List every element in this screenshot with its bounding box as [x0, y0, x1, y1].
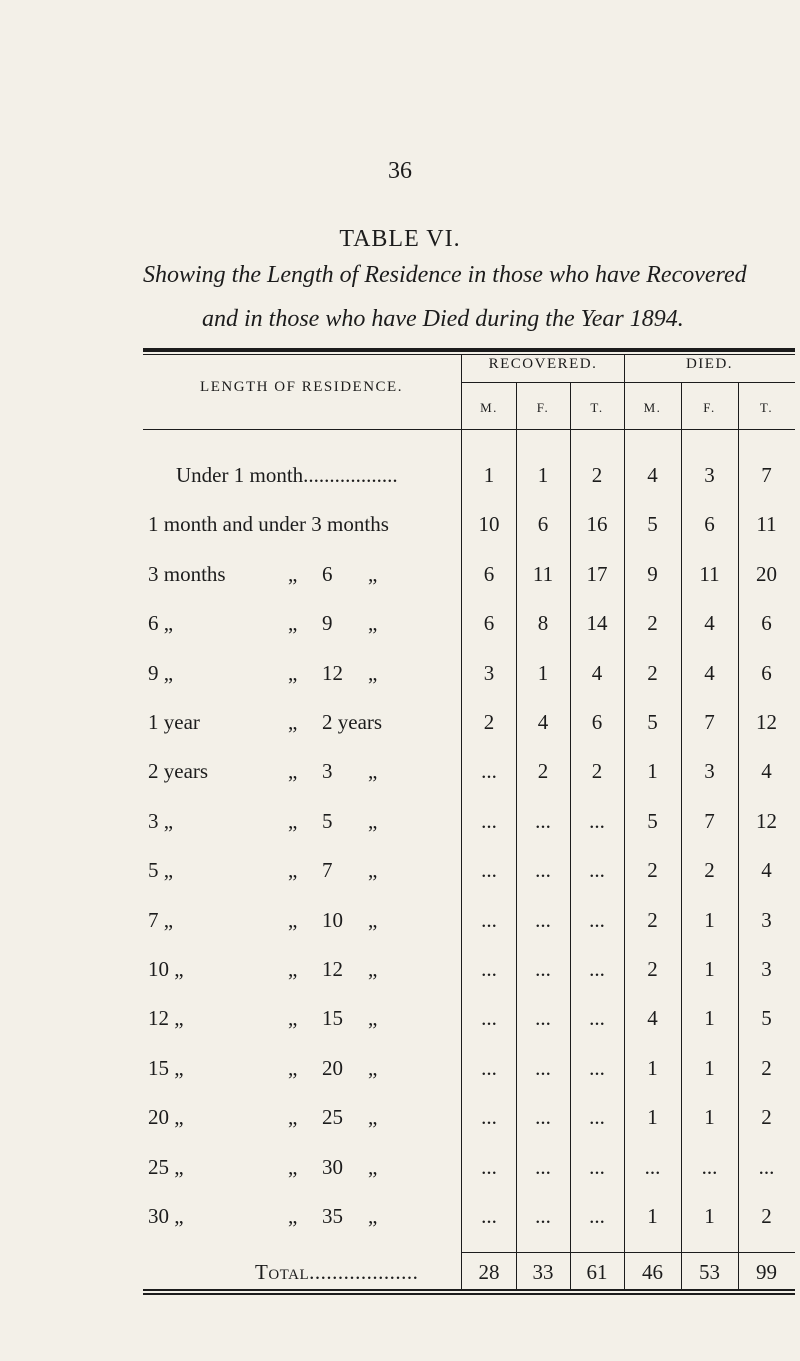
- table-cell: 3: [761, 957, 772, 981]
- table-cell: 2: [704, 858, 715, 883]
- table-cell: ...: [589, 1105, 605, 1130]
- table-cell: 14: [586, 611, 608, 636]
- residence-to: 15: [322, 1006, 343, 1031]
- table-cell: ...: [481, 1105, 497, 1130]
- residence-from: 10 „: [148, 957, 184, 981]
- table-row: [0, 908, 800, 946]
- ditto-mark: „: [288, 561, 298, 586]
- residence-from: 5 „: [148, 858, 174, 883]
- table-cell: 4: [704, 660, 715, 685]
- residence-from: 2 years: [148, 759, 209, 784]
- ditto-mark: „: [288, 611, 298, 636]
- table-row: [0, 611, 800, 649]
- top-rule: [143, 348, 795, 352]
- table-cell: ...: [535, 1055, 551, 1080]
- table-cell: ...: [481, 907, 497, 932]
- header-died-m: M.: [643, 400, 662, 415]
- ditto-mark: „: [288, 710, 298, 734]
- header-recovered: RECOVERED.: [488, 356, 598, 372]
- table-cell: ...: [589, 1006, 605, 1031]
- table-cell: ...: [481, 1055, 497, 1080]
- ditto-mark: „: [288, 1006, 298, 1031]
- table-cell: ...: [535, 957, 551, 981]
- table-row: [0, 759, 800, 797]
- ditto-mark: „: [368, 1204, 378, 1228]
- ditto-mark: „: [368, 561, 378, 586]
- table-cell: 2: [647, 611, 658, 636]
- total-value: 99: [756, 1260, 777, 1284]
- table-cell: ...: [535, 907, 551, 932]
- table-cell: ...: [589, 808, 605, 833]
- table-cell: 7: [704, 710, 715, 734]
- header-recovered-t: T.: [590, 400, 604, 415]
- residence-to: 30: [322, 1154, 343, 1179]
- table-cell: ...: [535, 1105, 551, 1130]
- table-cell: 4: [591, 660, 603, 685]
- ditto-mark: „: [368, 1055, 378, 1080]
- total-value: 28: [478, 1260, 500, 1284]
- table-row: [0, 710, 800, 748]
- table-cell: ...: [535, 1006, 551, 1031]
- table-cell: 11: [756, 512, 777, 537]
- table-cell: 1: [537, 463, 549, 487]
- table-cell: 4: [647, 1006, 658, 1031]
- table-cell: 9: [647, 561, 658, 586]
- table-cell: 4: [704, 611, 715, 636]
- table-cell: 1: [647, 1204, 658, 1228]
- table-cell: 16: [586, 512, 608, 537]
- header-recovered-f: F.: [536, 400, 550, 415]
- table-row: [0, 463, 800, 501]
- table-cell: ...: [589, 1055, 605, 1080]
- residence-to: 20: [322, 1055, 343, 1080]
- table-cell: 4: [647, 463, 658, 487]
- residence-from: 3 months: [148, 561, 226, 586]
- table-cell: 6: [537, 512, 549, 537]
- table-cell: 1: [704, 1204, 715, 1228]
- table-cell: 7: [761, 463, 772, 487]
- ditto-mark: „: [288, 1204, 298, 1228]
- total-value: 53: [699, 1260, 720, 1284]
- table-cell: ...: [758, 1154, 775, 1179]
- table-row: [0, 1155, 800, 1193]
- table-cell: 6: [591, 710, 603, 734]
- table-cell: 6: [483, 561, 495, 586]
- residence-from: 1 month and under 3 months: [148, 512, 389, 537]
- total-value: 46: [642, 1260, 663, 1284]
- table-cell: ...: [535, 858, 551, 883]
- page-number: 36: [388, 158, 412, 184]
- table-cell: 5: [647, 710, 658, 734]
- table-cell: 17: [586, 561, 608, 586]
- table-cell: 2: [647, 858, 658, 883]
- residence-from: 12 „: [148, 1006, 184, 1031]
- total-rule: [624, 1252, 795, 1253]
- residence-from: 20 „: [148, 1105, 184, 1130]
- table-title: TABLE VI.: [339, 226, 461, 252]
- table-cell: ...: [589, 1154, 605, 1179]
- residence-to: 10: [322, 907, 343, 932]
- table-cell: 4: [761, 858, 772, 883]
- table-cell: 12: [756, 710, 777, 734]
- table-cell: 1: [483, 463, 495, 487]
- residence-from: 6 „: [148, 611, 174, 636]
- residence-from: 1 year: [148, 710, 200, 734]
- header-recovered-m: M.: [480, 400, 498, 415]
- table-row: [0, 1204, 800, 1242]
- table-cell: 10: [478, 512, 500, 537]
- ditto-mark: „: [368, 907, 378, 932]
- residence-to: 2 years: [322, 710, 383, 734]
- ditto-mark: „: [368, 957, 378, 981]
- table-cell: ...: [481, 759, 497, 784]
- table-cell: ...: [481, 957, 497, 981]
- ditto-mark: „: [368, 808, 378, 833]
- table-cell: 2: [647, 660, 658, 685]
- total-label: Total...................: [255, 1260, 419, 1284]
- table-cell: ...: [481, 1204, 497, 1228]
- total-value: 33: [532, 1260, 554, 1284]
- ditto-mark: „: [288, 1055, 298, 1080]
- table-caption-line-2: and in those who have Died during the Year 1894.: [202, 306, 684, 332]
- table-caption-line-1: Showing the Length of Residence in those who have Recovered: [143, 262, 747, 288]
- residence-from: Under 1 month..................: [176, 463, 398, 487]
- residence-from: 25 „: [148, 1154, 184, 1179]
- table-cell: 1: [704, 907, 715, 932]
- ditto-mark: „: [288, 808, 298, 833]
- table-cell: ...: [481, 1006, 497, 1031]
- ditto-mark: „: [288, 858, 298, 883]
- table-row: [0, 1105, 800, 1143]
- table-cell: ...: [701, 1154, 718, 1179]
- table-cell: 20: [756, 561, 777, 586]
- table-cell: 12: [756, 808, 777, 833]
- table-cell: 5: [761, 1006, 772, 1031]
- ditto-mark: „: [368, 1154, 378, 1179]
- table-cell: 4: [761, 759, 772, 784]
- header-length-of-residence: LENGTH OF RESIDENCE.: [200, 379, 403, 395]
- ditto-mark: „: [288, 759, 298, 784]
- ditto-mark: „: [368, 858, 378, 883]
- residence-from: 15 „: [148, 1055, 184, 1080]
- table-cell: 1: [704, 1006, 715, 1031]
- table-row: [0, 957, 800, 995]
- table-cell: 11: [699, 561, 720, 586]
- residence-from: 3 „: [148, 808, 174, 833]
- total-value: 61: [586, 1260, 608, 1284]
- residence-to: 35: [322, 1204, 343, 1228]
- table-cell: ...: [481, 1154, 497, 1179]
- table-cell: 2: [647, 957, 658, 981]
- table-cell: 11: [532, 561, 554, 586]
- ditto-mark: „: [288, 1105, 298, 1130]
- residence-from: 30 „: [148, 1204, 184, 1228]
- table-cell: 1: [647, 759, 658, 784]
- table-cell: 4: [537, 710, 549, 734]
- residence-to: 12: [322, 660, 343, 685]
- table-cell: 3: [704, 463, 715, 487]
- residence-from: 7 „: [148, 907, 174, 932]
- ditto-mark: „: [288, 957, 298, 981]
- table-cell: 1: [704, 1105, 715, 1130]
- table-cell: ...: [481, 858, 497, 883]
- table-cell: ...: [535, 1204, 551, 1228]
- died-underline: [624, 382, 795, 383]
- table-cell: ...: [589, 1204, 605, 1228]
- table-cell: 2: [761, 1055, 772, 1080]
- table-cell: 6: [761, 660, 772, 685]
- table-cell: 3: [761, 907, 772, 932]
- table-cell: ...: [535, 808, 551, 833]
- table-cell: ...: [644, 1154, 661, 1179]
- table-cell: 3: [483, 660, 495, 685]
- table-row: [0, 809, 800, 847]
- table-cell: 1: [704, 957, 715, 981]
- ditto-mark: „: [368, 759, 378, 784]
- table-cell: 1: [647, 1055, 658, 1080]
- residence-to: 6: [322, 561, 333, 586]
- table-cell: 2: [537, 759, 549, 784]
- table-cell: 1: [704, 1055, 715, 1080]
- total-rule: [462, 1252, 624, 1253]
- header-rule: [143, 429, 795, 430]
- table-cell: 8: [537, 611, 549, 636]
- table-cell: 7: [704, 808, 715, 833]
- ditto-mark: „: [368, 1006, 378, 1031]
- table-cell: 2: [483, 710, 495, 734]
- table-row: [0, 858, 800, 896]
- residence-to: 25: [322, 1105, 343, 1130]
- table-cell: ...: [481, 808, 497, 833]
- residence-to: 5: [322, 808, 333, 833]
- header-died: DIED.: [685, 356, 734, 372]
- table-cell: 2: [761, 1204, 772, 1228]
- table-row: [0, 1006, 800, 1044]
- table-cell: 2: [591, 463, 603, 487]
- table-cell: ...: [589, 858, 605, 883]
- table-cell: 6: [704, 512, 715, 537]
- table-row: [0, 661, 800, 699]
- table-row: [0, 512, 800, 550]
- bottom-rule: [143, 1293, 795, 1295]
- residence-to: 3: [322, 759, 333, 784]
- table-cell: ...: [589, 907, 605, 932]
- table-cell: 2: [761, 1105, 772, 1130]
- top-rule-thin: [143, 354, 795, 355]
- table-cell: 1: [647, 1105, 658, 1130]
- ditto-mark: „: [368, 611, 378, 636]
- table-cell: 1: [537, 660, 549, 685]
- header-died-f: F.: [703, 400, 716, 415]
- bottom-rule: [143, 1289, 795, 1291]
- recovered-underline: [462, 382, 624, 383]
- table-cell: 2: [647, 907, 658, 932]
- table-cell: 5: [647, 808, 658, 833]
- table-cell: ...: [535, 1154, 551, 1179]
- residence-to: 7: [322, 858, 333, 883]
- table-cell: 3: [704, 759, 715, 784]
- ditto-mark: „: [288, 660, 298, 685]
- table-cell: 5: [647, 512, 658, 537]
- residence-to: 9: [322, 611, 333, 636]
- table-cell: ...: [589, 957, 605, 981]
- ditto-mark: „: [288, 1154, 298, 1179]
- table-cell: 6: [483, 611, 495, 636]
- table-cell: 6: [761, 611, 772, 636]
- table-row: [0, 562, 800, 600]
- ditto-mark: „: [368, 660, 378, 685]
- ditto-mark: „: [368, 1105, 378, 1130]
- header-died-t: T.: [759, 400, 774, 415]
- residence-from: 9 „: [148, 660, 174, 685]
- residence-to: 12: [322, 957, 343, 981]
- ditto-mark: „: [288, 907, 298, 932]
- table-row: [0, 1056, 800, 1094]
- table-cell: 2: [591, 759, 603, 784]
